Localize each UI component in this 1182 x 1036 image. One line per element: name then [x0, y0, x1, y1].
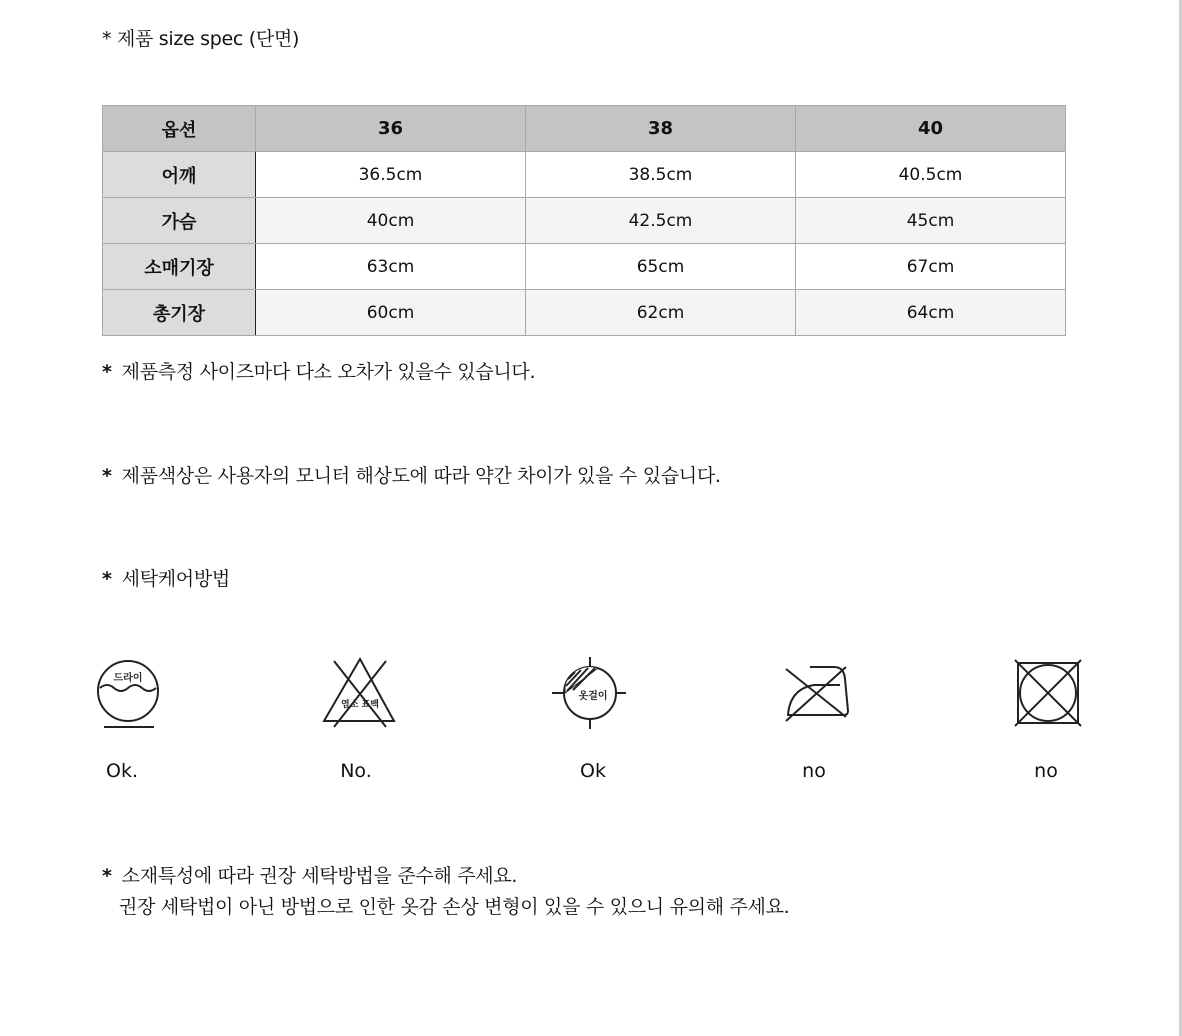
table-cell: 62cm	[526, 290, 796, 336]
note-size-tolerance	[102, 357, 535, 388]
bullet-star: *	[102, 568, 112, 590]
care-section-title	[102, 564, 230, 595]
header-size-40: 40	[796, 106, 1066, 152]
care-label-no-tumble-dry: no	[1034, 760, 1058, 782]
dry-clean-icon	[94, 655, 174, 731]
care-label-dry-clean: Ok.	[106, 760, 138, 782]
table-row	[103, 290, 1066, 336]
table-cell: 60cm	[256, 290, 526, 336]
note-care-instructions	[102, 861, 789, 923]
hang-dry-shade-icon	[551, 655, 631, 731]
note-text: 세탁케어방법	[121, 568, 230, 590]
table-cell: 67cm	[796, 244, 1066, 290]
header-size-38: 38	[526, 106, 796, 152]
no-iron-icon	[782, 655, 862, 731]
size-spec-table	[102, 105, 1066, 336]
row-label-sleeve-length: 소매기장	[103, 244, 256, 290]
bullet-star: *	[102, 361, 112, 383]
bullet-star: *	[102, 865, 112, 887]
dry-clean-text: 드라이	[113, 673, 143, 684]
table-cell: 40.5cm	[796, 152, 1066, 198]
care-label-no-bleach: No.	[340, 760, 372, 782]
bullet-star: *	[102, 465, 112, 487]
header-size-36: 36	[256, 106, 526, 152]
row-label-chest: 가슴	[103, 198, 256, 244]
table-cell: 38.5cm	[526, 152, 796, 198]
table-cell: 36.5cm	[256, 152, 526, 198]
note-text-continued: 권장 세탁법이 아닌 방법으로 인한 옷감 손상 변형이 있을 수 있으니 유의해 주세요.	[119, 896, 790, 918]
table-cell: 63cm	[256, 244, 526, 290]
table-cell: 40cm	[256, 198, 526, 244]
table-row	[103, 152, 1066, 198]
table-row	[103, 244, 1066, 290]
row-label-total-length: 총기장	[103, 290, 256, 336]
note-color-variance	[102, 461, 721, 492]
note-text: 소재특성에 따라 권장 세탁방법을 준수해 주세요.	[121, 865, 518, 887]
table-cell: 45cm	[796, 198, 1066, 244]
header-option: 옵션	[103, 106, 256, 152]
no-tumble-dry-icon	[1010, 655, 1090, 731]
table-row	[103, 198, 1066, 244]
table-cell: 42.5cm	[526, 198, 796, 244]
care-label-hang-dry: Ok	[580, 760, 606, 782]
size-spec-heading: * 제품 size spec (단면)	[102, 28, 300, 50]
care-label-no-iron: no	[802, 760, 826, 782]
table-cell: 64cm	[796, 290, 1066, 336]
table-cell: 65cm	[526, 244, 796, 290]
hang-dry-text: 옷걸이	[578, 691, 608, 702]
no-bleach-icon	[320, 655, 400, 731]
note-text: 제품측정 사이즈마다 다소 오차가 있을수 있습니다.	[121, 361, 536, 383]
note-text: 제품색상은 사용자의 모니터 해상도에 따라 약간 차이가 있을 수 있습니다.	[121, 465, 721, 487]
table-header-row	[103, 106, 1066, 152]
no-bleach-text: 염소 표백	[341, 700, 379, 710]
row-label-shoulder: 어깨	[103, 152, 256, 198]
